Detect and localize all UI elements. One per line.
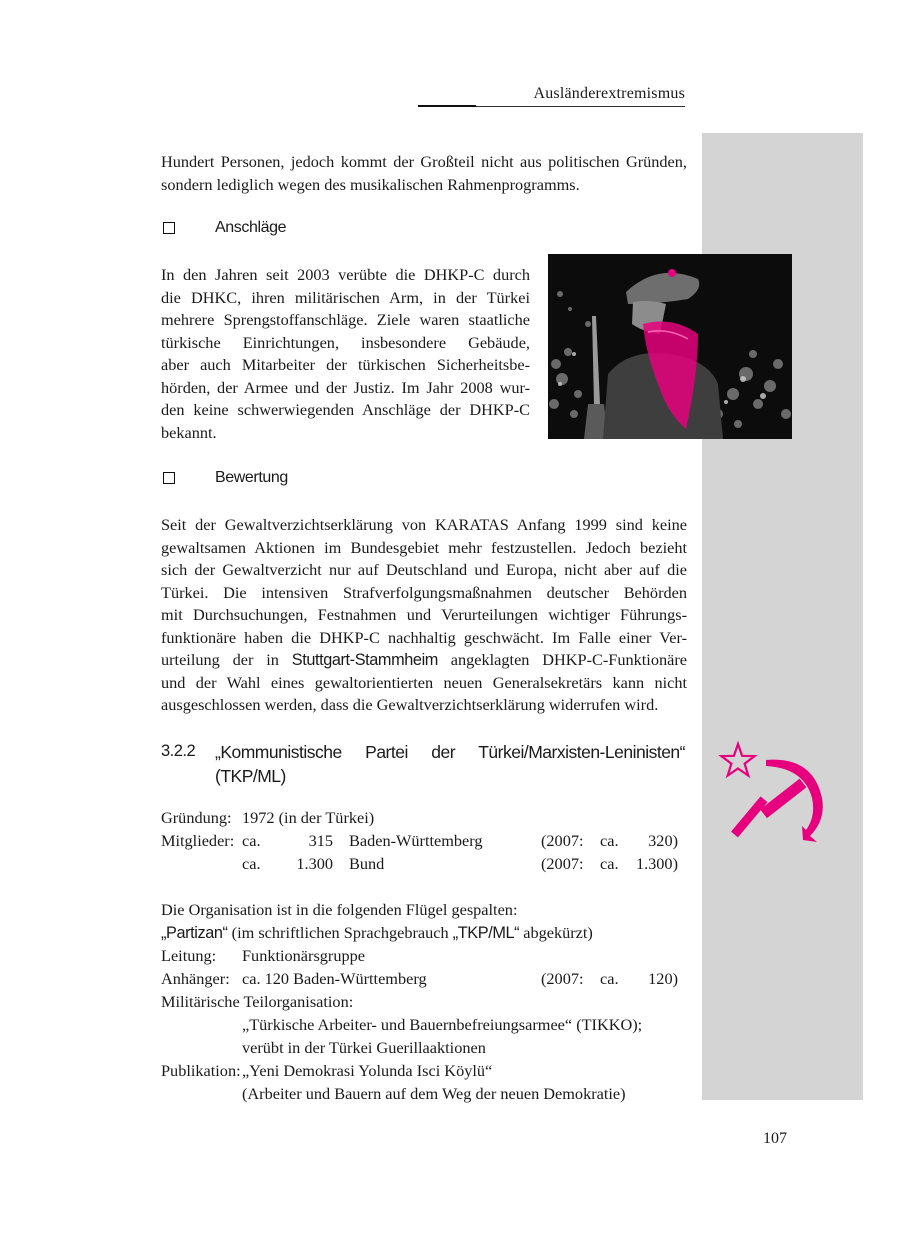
text-line: Türkei. Die intensiven Strafverfolgungsmaßnahmen deutscher Behörden — [161, 582, 687, 602]
partizan-name: „Partizan“ — [161, 924, 228, 942]
prev-year-label: (2007: — [541, 969, 584, 988]
militaer-label: Militärische Teilorganisation: — [161, 992, 354, 1011]
prev-count: 120) — [648, 969, 678, 988]
heading-anschlaege: Anschläge — [215, 219, 287, 236]
gruendung-value: 1972 (in der Türkei) — [242, 808, 375, 827]
ca-label: ca. — [242, 831, 261, 850]
anschlaege-paragraph — [161, 264, 530, 444]
member-region: Bund — [349, 854, 385, 873]
text-line: mit Durchsuchungen, Festnahmen und Verurteilungen wichtiger Führungs- — [161, 605, 687, 624]
running-header: Ausländerextremismus — [533, 85, 685, 102]
text-line: In den Jahren seit 2003 verübte die DHKP-C durch — [161, 265, 530, 284]
text-line: Seit der Gewaltverzichtserklärung von KARATAS Anfang 1999 sind keine — [161, 515, 687, 534]
anhaenger-label: Anhänger: — [161, 969, 230, 988]
text-line: den keine schwerwiegenden Anschläge der DHKP-C — [161, 400, 530, 419]
text-line: hörden, der Armee und der Justiz. Im Jahr 2008 wur- — [161, 377, 530, 397]
text-line: funktionäre haben die DHKP-C nachhaltig geschwächt. Im Falle einer Ver- — [161, 627, 687, 647]
mitglieder-label: Mitglieder: — [161, 831, 235, 850]
partizan-line — [161, 923, 593, 943]
location-highlight: Stuttgart-Stammheim — [291, 651, 438, 669]
heading-bewertung: Bewertung — [215, 469, 288, 486]
leitung-value: Funktionärsgruppe — [242, 946, 365, 965]
text-line — [161, 649, 687, 672]
prev-count: 320) — [648, 831, 678, 850]
anhaenger-value: ca. 120 Baden-Württemberg — [242, 969, 427, 988]
organisation-intro: Die Organisation ist in die folgenden Flügel gespalten: — [161, 900, 518, 919]
text-fragment: urteilung der in — [161, 650, 292, 669]
gruendung-label: Gründung: — [161, 808, 232, 827]
photo-illustration — [548, 254, 792, 439]
prev-ca-label: ca. — [600, 854, 619, 873]
prev-ca-label: ca. — [600, 969, 619, 988]
militaer-name: „Türkische Arbeiter- und Bauernbefreiungsarmee“ (TIKKO); — [242, 1015, 643, 1034]
checkbox-icon — [163, 222, 175, 234]
militaer-description: verübt in der Türkei Guerillaaktionen — [242, 1038, 486, 1057]
header-rule-accent — [418, 105, 476, 107]
publikation-title: „Yeni Demokrasi Yolunda Isci Köylü“ — [242, 1061, 493, 1080]
section-title: „Kommunistische Partei der Türkei/Marxisten-Leninisten“ — [215, 742, 685, 762]
prev-year-label: (2007: — [541, 854, 584, 873]
text-fragment: abgekürzt) — [519, 923, 593, 942]
prev-year-label: (2007: — [541, 831, 584, 850]
guerilla-photo — [548, 254, 792, 439]
member-count: 315 — [308, 831, 333, 850]
text-line: aber auch Mitarbeiter der türkischen Sicherheitsbe- — [161, 355, 530, 374]
text-line: sich der Gewaltverzicht nur auf Deutschland und Europa, nicht aber auf die — [161, 560, 687, 579]
prev-ca-label: ca. — [600, 831, 619, 850]
text-line: türkische Einrichtungen, insbesondere Gebäude, — [161, 332, 530, 352]
text-line: ausgeschlossen werden, dass die Gewaltverzichtserklärung widerrufen wird. — [161, 695, 659, 714]
text-line: mehrere Sprengstoffanschläge. Ziele waren staatliche — [161, 310, 530, 329]
checkbox-icon — [163, 472, 175, 484]
prev-count: 1.300) — [635, 854, 678, 873]
tkpml-abbr: „TKP/ML“ — [452, 924, 520, 942]
section-title-abbr: (TKP/ML) — [215, 766, 286, 786]
text-line: bekannt. — [161, 422, 217, 442]
publikation-translation: (Arbeiter und Bauern auf dem Weg der neuen Demokratie) — [242, 1084, 626, 1103]
bewertung-paragraph — [161, 514, 687, 717]
text-line: und der Wahl eines gewaltorientierten neuen Generalsekretärs kann nicht — [161, 672, 687, 692]
member-region: Baden-Württemberg — [349, 831, 483, 850]
ca-label: ca. — [242, 854, 261, 873]
publikation-label: Publikation: — [161, 1061, 241, 1080]
leitung-label: Leitung: — [161, 946, 217, 965]
hammer-sickle-star-icon — [718, 738, 830, 848]
intro-paragraph: Hundert Personen, jedoch kommt der Großteil nicht aus politischen Gründen, sondern lediglich wegen des musikalischen Rahmenprogramms. — [161, 152, 687, 194]
section-number: 3.2.2 — [161, 742, 196, 760]
text-line: gewaltsamen Aktionen im Bundesgebiet mehr festzustellen. Jedoch bezieht — [161, 537, 687, 557]
text-fragment: angeklagten DHKP-C-Funktionäre — [437, 650, 687, 669]
page-number: 107 — [763, 1130, 787, 1147]
text-fragment: (im schriftlichen Sprachgebrauch — [227, 923, 453, 942]
text-line: die DHKC, ihren militärischen Arm, in der Türkei — [161, 287, 530, 307]
member-count: 1.300 — [296, 854, 333, 873]
